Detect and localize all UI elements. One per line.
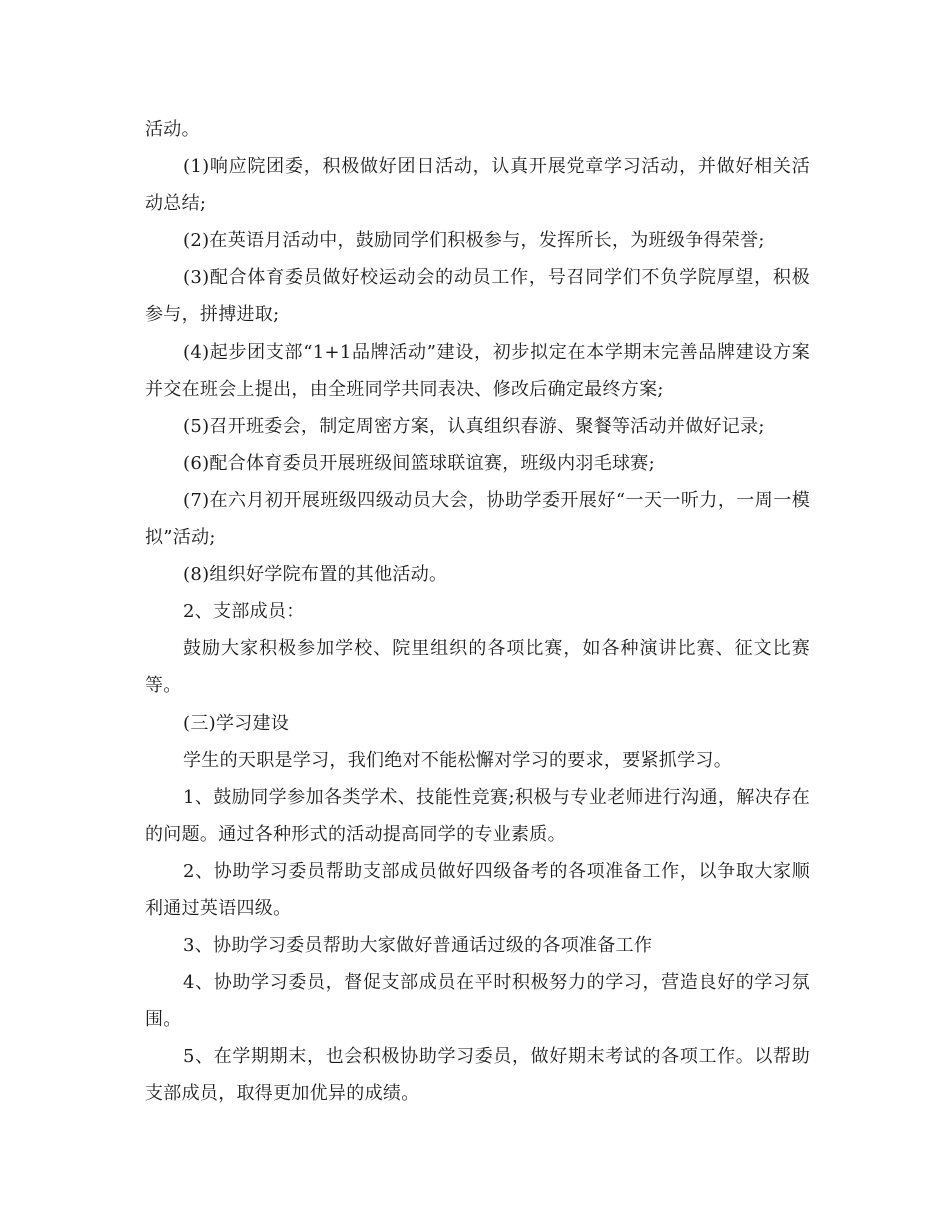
paragraph: 活动。 bbox=[145, 119, 200, 140]
paragraph: (1)响应院团委，积极做好团日活动，认真开展党章学习活动，并做好相关活动总结; bbox=[145, 156, 810, 215]
section-heading: 2、支部成员： bbox=[183, 601, 305, 623]
paragraph: (7)在六月初开展班级四级动员大会，协助学委开展好“一天一听力，一周一模拟”活动; bbox=[145, 489, 810, 549]
list-item: 5、在学期期末，也会积极协助学习委员，做好期末考试的各项工作。以帮助支部成员，取得更加优异的成绩。 bbox=[145, 1046, 810, 1105]
paragraph: (4)起步团支部“1+1品牌活动”建设，初步拟定在本学期末完善品牌建设方案并交在班会上提出，由全班同学共同表决、修改后确定最终方案; bbox=[145, 341, 810, 400]
list-item: 1、鼓励同学参加各类学术、技能性竞赛;积极与专业老师进行沟通，解决存在的问题。通过各种形式的活动提高同学的专业素质。 bbox=[145, 786, 810, 845]
paragraph: 鼓励大家积极参加学校、院里组织的各项比赛，如各种演讲比赛、征文比赛等。 bbox=[145, 638, 810, 697]
section-heading: (三)学习建设 bbox=[183, 712, 290, 734]
list-item: 3、协助学习委员帮助大家做好普通话过级的各项准备工作 bbox=[183, 935, 653, 957]
paragraph: 学生的天职是学习，我们绝对不能松懈对学习的要求，要紧抓学习。 bbox=[183, 749, 732, 771]
paragraph: (6)配合体育委员开展班级间篮球联谊赛，班级内羽毛球赛; bbox=[183, 452, 655, 474]
paragraph: (5)召开班委会，制定周密方案，认真组织春游、聚餐等活动并做好记录; bbox=[183, 415, 765, 437]
list-item: 4、协助学习委员，督促支部成员在平时积极努力的学习，营造良好的学习氛围。 bbox=[145, 972, 810, 1031]
list-item: 2、协助学习委员帮助支部成员做好四级备考的各项准备工作，以争取大家顺利通过英语四级。 bbox=[145, 860, 810, 919]
document-body bbox=[145, 111, 810, 1113]
paragraph: (3)配合体育委员做好校运动会的动员工作，号召同学们不负学院厚望，积极参与，拼搏进取; bbox=[145, 267, 810, 326]
paragraph: (8)组织好学院布置的其他活动。 bbox=[183, 564, 448, 586]
paragraph: (2)在英语月活动中，鼓励同学们积极参与，发挥所长，为班级争得荣誉; bbox=[183, 230, 765, 252]
